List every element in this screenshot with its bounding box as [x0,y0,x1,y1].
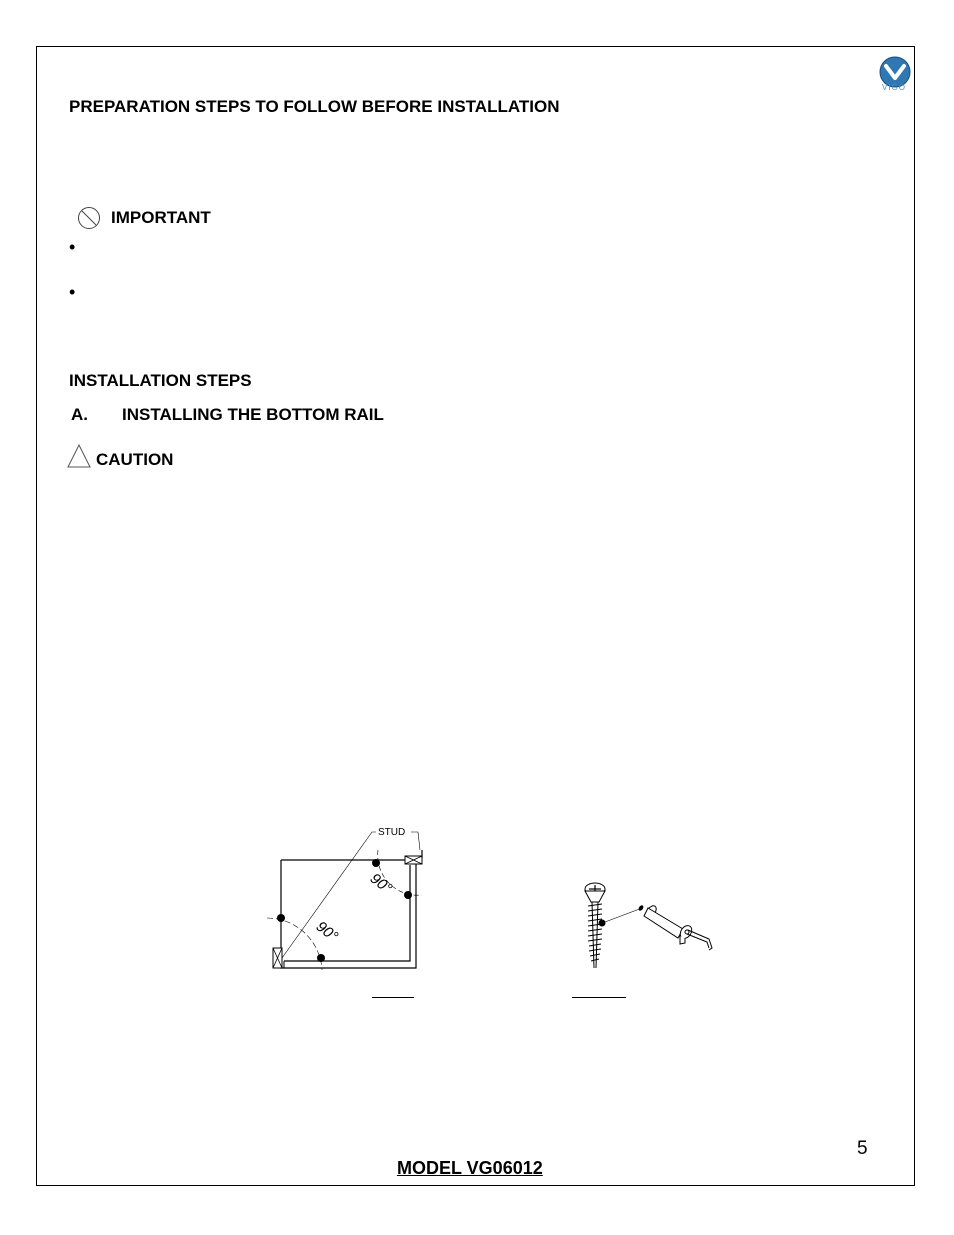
figure-1-caption-line [372,997,414,998]
stud-label: STUD [378,827,406,838]
step-a-letter: A. [71,405,88,424]
installation-steps-heading: INSTALLATION STEPS [69,371,252,390]
figure-2-caption-line [572,997,626,998]
bullet-2: • [69,282,76,302]
preparation-heading: PREPARATION STEPS TO FOLLOW BEFORE INSTALLATION [69,97,560,116]
model-number: MODEL VG06012 [397,1158,543,1178]
page-number: 5 [857,1138,868,1159]
caution-triangle-icon [67,444,93,468]
caution-heading: CAUTION [96,450,174,469]
bullet-1: • [69,237,76,257]
prohibited-icon [77,206,101,230]
bottom-rail-diagram [260,820,440,985]
angle-label-bottom: 90° [312,917,342,946]
step-a-title: INSTALLING THE BOTTOM RAIL [122,405,384,424]
important-heading: IMPORTANT [111,208,211,227]
angle-label-top: 90° [366,869,396,898]
logo-text: VIGO [882,83,907,92]
screw-anchor-illustration [575,876,720,976]
